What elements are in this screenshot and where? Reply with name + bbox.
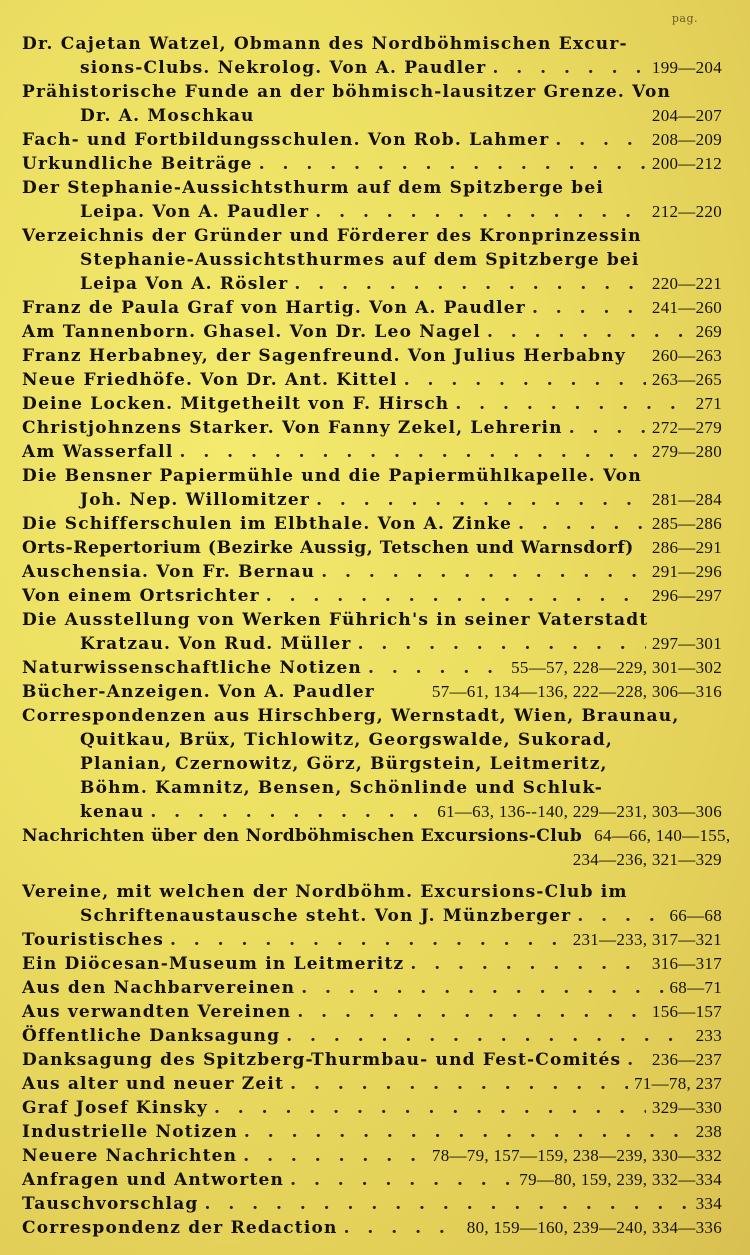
toc-entry-pages: 271 xyxy=(695,394,722,413)
toc-entry-title: Am Tannenborn. Ghasel. Von Dr. Leo Nagel xyxy=(22,322,481,342)
toc-line xyxy=(22,976,722,1000)
dot-leader xyxy=(518,512,646,536)
toc-entry-title: Aus alter und neuer Zeit xyxy=(22,1074,285,1094)
toc-line xyxy=(22,1120,722,1144)
toc-entry-pages: 212—220 xyxy=(651,202,722,221)
toc-entry-title: Orts-Repertorium (Bezirke Aussig, Tetschen und Warnsdorf) xyxy=(22,538,634,558)
dot-leader xyxy=(290,1168,513,1192)
dot-leader xyxy=(259,152,646,176)
toc-entry-title: Naturwissenschaftliche Notizen xyxy=(22,658,362,678)
toc-entry-title: Fach- und Fortbildungsschulen. Von Rob. Lahmer xyxy=(22,130,550,150)
toc-entry-pages: 316—317 xyxy=(651,954,722,973)
toc-entry-title: Leipa Von A. Rösler xyxy=(80,274,289,294)
toc-entry-title: Die Ausstellung von Werken Führich's in seiner Vaterstadt xyxy=(22,610,649,630)
dot-leader xyxy=(358,632,646,656)
toc-entry-title: Quitkau, Brüx, Tichlowitz, Georgswalde, Sukorad, xyxy=(80,730,614,750)
toc-entry-pages: 64—66, 140—155, xyxy=(594,826,731,845)
toc-line xyxy=(22,536,722,560)
toc-line xyxy=(22,80,722,104)
toc-line xyxy=(80,904,722,928)
toc-entry-title: Graf Josef Kinsky xyxy=(22,1098,208,1118)
toc-line xyxy=(22,440,722,464)
dot-leader xyxy=(492,56,645,80)
toc-entry-title: Ein Diöcesan-Museum in Leitmeritz xyxy=(22,954,405,974)
toc-entry-title: Planian, Czernowitz, Görz, Bürgstein, Leitmeritz, xyxy=(80,754,608,774)
toc-line xyxy=(80,728,722,752)
dot-leader xyxy=(410,952,646,976)
toc-entry-pages: 296—297 xyxy=(651,586,722,605)
dot-leader xyxy=(301,976,663,1000)
toc-line xyxy=(22,1096,722,1120)
dot-leader xyxy=(627,1048,646,1072)
toc-entry-title: Aus den Nachbarvereinen xyxy=(22,978,296,998)
dot-leader xyxy=(266,584,646,608)
toc-entry-title: Joh. Nep. Willomitzer xyxy=(80,490,311,510)
toc-line xyxy=(22,928,722,952)
toc-line xyxy=(22,608,722,632)
toc-line xyxy=(22,224,722,248)
toc-line xyxy=(80,248,722,272)
toc-line xyxy=(80,104,722,128)
toc-entry-pages: 286—291 xyxy=(651,538,722,557)
toc-line xyxy=(22,824,731,848)
toc-line xyxy=(80,56,722,80)
dot-leader xyxy=(577,904,663,928)
toc-entry-pages: 200—212 xyxy=(651,154,722,173)
toc-line xyxy=(22,176,722,200)
dot-leader xyxy=(170,928,567,952)
toc-entry-pages: 234—236, 321—329 xyxy=(572,850,722,869)
toc-line xyxy=(22,1144,722,1168)
toc-line xyxy=(22,880,722,904)
toc-entry-title: sions-Clubs. Nekrolog. Von A. Paudler xyxy=(80,58,487,78)
toc-entry-pages: 231—233, 317—321 xyxy=(572,930,722,949)
toc-entry-pages: 55—57, 228—229, 301—302 xyxy=(511,658,722,677)
toc-line xyxy=(80,800,722,824)
toc-line xyxy=(80,272,722,296)
toc-entry-pages: 272—279 xyxy=(651,418,722,437)
dot-leader xyxy=(455,392,689,416)
toc-line xyxy=(80,632,722,656)
toc-entry-title: Leipa. Von A. Paudler xyxy=(80,202,310,222)
toc-entry-title: Correspondenzen aus Hirschberg, Wernstadt, Wien, Braunau, xyxy=(22,706,680,726)
dot-leader xyxy=(321,560,646,584)
dot-leader xyxy=(286,1024,689,1048)
toc-entry-title: Von einem Ortsrichter xyxy=(22,586,260,606)
toc-entry-title: Danksagung des Spitzberg-Thurmbau- und Fest-Comités xyxy=(22,1050,622,1070)
toc-entry-pages: 79—80, 159, 239, 332—334 xyxy=(519,1170,722,1189)
toc-line xyxy=(22,320,722,344)
toc-line xyxy=(22,848,722,872)
toc-line xyxy=(22,128,722,152)
toc-line xyxy=(22,1168,722,1192)
toc-entry-title: Bücher-Anzeigen. Von A. Paudler xyxy=(22,682,375,702)
toc-entry-pages: 57—61, 134—136, 222—228, 306—316 xyxy=(431,682,722,701)
toc-entry-title: Tauschvorschlag xyxy=(22,1194,199,1214)
toc-entry-pages: 260—263 xyxy=(651,346,722,365)
dot-leader xyxy=(315,200,646,224)
toc-entry-pages: 78—79, 157—159, 238—239, 330—332 xyxy=(431,1146,722,1165)
toc-entry-title: Der Stephanie-Aussichtsthurm auf dem Spitzberge bei xyxy=(22,178,605,198)
dot-leader xyxy=(290,1072,628,1096)
toc-entry-pages: 279—280 xyxy=(651,442,722,461)
toc-entry-title: Die Bensner Papiermühle und die Papiermühlkapelle. Von xyxy=(22,466,642,486)
toc-entry-title: Dr. Cajetan Watzel, Obmann des Nordböhmischen Excur- xyxy=(22,34,628,54)
dot-leader xyxy=(150,800,431,824)
dot-leader xyxy=(179,440,645,464)
dot-leader xyxy=(532,296,646,320)
toc-line xyxy=(22,680,722,704)
dot-leader xyxy=(243,1144,426,1168)
toc-entry-title: Verzeichnis der Gründer und Förderer des Kronprinzessin xyxy=(22,226,642,246)
toc-line xyxy=(80,776,722,800)
toc-entry-title: Böhm. Kamnitz, Bensen, Schönlinde und Schluk- xyxy=(80,778,604,798)
dot-leader xyxy=(244,1120,690,1144)
dot-leader xyxy=(294,272,646,296)
toc-entry-pages: 68—71 xyxy=(669,978,722,997)
toc-entry-title: Deine Locken. Mitgetheilt von F. Hirsch xyxy=(22,394,450,414)
toc-line xyxy=(22,704,722,728)
toc-entry-pages: 156—157 xyxy=(651,1002,722,1021)
toc-line xyxy=(22,1048,722,1072)
toc-line xyxy=(22,656,722,680)
dot-leader xyxy=(297,1000,646,1024)
toc-entry-pages: 329—330 xyxy=(651,1098,722,1117)
toc-entry-title: Franz de Paula Graf von Hartig. Von A. Paudler xyxy=(22,298,526,318)
toc-entry-title: Correspondenz der Redaction xyxy=(22,1218,338,1238)
toc-entry-title: Schriftenaustausche steht. Von J. Münzberger xyxy=(80,906,572,926)
toc-line xyxy=(22,464,722,488)
toc-entry-title: Franz Herbabney, der Sagenfreund. Von Julius Herbabny xyxy=(22,346,626,366)
dot-leader xyxy=(344,1216,461,1240)
toc-line xyxy=(80,752,722,776)
toc-entry-title: Die Schifferschulen im Elbthale. Von A. Zinke xyxy=(22,514,513,534)
toc-entry-pages: 236—237 xyxy=(651,1050,722,1069)
dot-leader xyxy=(569,416,646,440)
toc-line xyxy=(22,1000,722,1024)
toc-line xyxy=(22,344,722,368)
toc-entry-pages: 263—265 xyxy=(651,370,722,389)
toc-line xyxy=(22,1192,722,1216)
dot-leader xyxy=(555,128,646,152)
toc-entry-pages: 220—221 xyxy=(651,274,722,293)
toc-entry-title: Christjohnzens Starker. Von Fanny Zekel, Lehrerin xyxy=(22,418,563,438)
toc-entry-title: Urkundliche Beiträge xyxy=(22,154,253,174)
toc-line xyxy=(22,1216,722,1240)
toc-entry-title: Kratzau. Von Rud. Müller xyxy=(80,634,352,654)
toc-entry-title: Öffentliche Danksagung xyxy=(22,1026,281,1046)
toc-line xyxy=(22,1024,722,1048)
dot-leader xyxy=(368,656,505,680)
toc-entry-title: Vereine, mit welchen der Nordböhm. Excursions-Club im xyxy=(22,882,628,902)
toc-entry-pages: 238 xyxy=(695,1122,722,1141)
toc-entry-pages: 80, 159—160, 239—240, 334—336 xyxy=(466,1218,722,1237)
toc-line xyxy=(22,32,722,56)
toc-entry-title: Stephanie-Aussichtsthurmes auf dem Spitzberge bei xyxy=(80,250,640,270)
toc-entry-pages: 291—296 xyxy=(651,562,722,581)
toc-line xyxy=(22,952,722,976)
toc-entry-pages: 241—260 xyxy=(651,298,722,317)
toc-entry-title: Industrielle Notizen xyxy=(22,1122,238,1142)
toc-entry-pages: 66—68 xyxy=(669,906,722,925)
toc-entry-pages: 61—63, 136--140, 229—231, 303—306 xyxy=(437,802,722,821)
toc-entry-title: Touristisches xyxy=(22,930,164,950)
dot-leader xyxy=(214,1096,646,1120)
toc-line xyxy=(22,512,722,536)
dot-leader xyxy=(205,1192,690,1216)
toc-entry-pages: 285—286 xyxy=(651,514,722,533)
toc-entry-title: Auschensia. Von Fr. Bernau xyxy=(22,562,316,582)
toc-line xyxy=(22,296,722,320)
dot-leader xyxy=(487,320,690,344)
toc-entry-pages: 297—301 xyxy=(651,634,722,653)
toc-entry-title: Nachrichten über den Nordböhmischen Excursions-Club xyxy=(22,826,583,846)
toc-entry-title: Neuere Nachrichten xyxy=(22,1146,238,1166)
toc-entry-pages: 208—209 xyxy=(651,130,722,149)
toc-entry-pages: 204—207 xyxy=(651,106,722,125)
toc-line xyxy=(22,152,722,176)
toc-entry-pages: 71—78, 237 xyxy=(634,1074,722,1093)
toc-line xyxy=(22,392,722,416)
toc-entry-title: Dr. A. Moschkau xyxy=(80,106,255,126)
toc-entry-pages: 334 xyxy=(695,1194,722,1213)
toc-entry-pages: 199—204 xyxy=(651,58,722,77)
toc-entry-title: kenau xyxy=(80,802,145,822)
toc-line xyxy=(80,200,722,224)
toc-line xyxy=(22,1072,722,1096)
toc-entry-title: Anfragen und Antworten xyxy=(22,1170,285,1190)
toc-entry-pages: 233 xyxy=(695,1026,722,1045)
toc-line xyxy=(22,584,722,608)
toc-entry-pages: 269 xyxy=(695,322,722,341)
page-column-label: pag. xyxy=(671,12,698,25)
toc-entry-pages: 281—284 xyxy=(651,490,722,509)
toc-line xyxy=(22,560,722,584)
toc-entry-title: Prähistorische Funde an der böhmisch-lausitzer Grenze. Von xyxy=(22,82,672,102)
toc-line xyxy=(22,416,722,440)
dot-leader xyxy=(404,368,646,392)
toc-line xyxy=(22,368,722,392)
toc-entry-title: Am Wasserfall xyxy=(22,442,174,462)
dot-leader xyxy=(316,488,646,512)
toc-line xyxy=(80,488,722,512)
toc-entry-title: Aus verwandten Vereinen xyxy=(22,1002,292,1022)
toc-entry-title: Neue Friedhöfe. Von Dr. Ant. Kittel xyxy=(22,370,398,390)
